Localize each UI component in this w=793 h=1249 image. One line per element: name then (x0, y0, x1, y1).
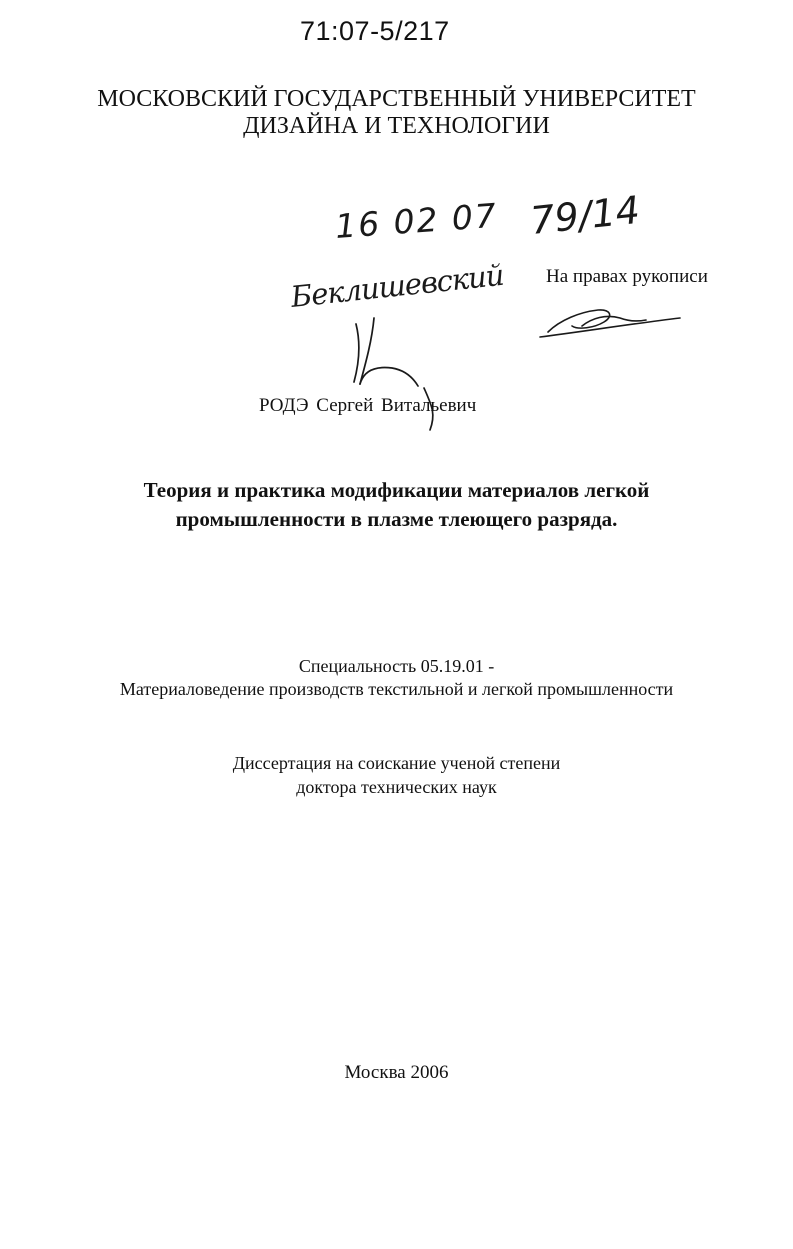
author-name: РОДЭ Сергей Витальевич (259, 395, 477, 416)
degree-line-2: доктора технических наук (296, 777, 497, 797)
dissertation-title (0, 476, 793, 534)
title-line-1: Теория и практика модификации материалов легкой (143, 478, 650, 502)
signature-rights (540, 310, 680, 337)
university-name (0, 86, 793, 140)
university-line-2: ДИЗАЙНА И ТЕХНОЛОГИИ (243, 113, 550, 139)
handwritten-number: 79/14 (528, 187, 642, 243)
degree (0, 751, 793, 799)
specialty (0, 655, 793, 701)
rights-note: На правах рукописи (546, 266, 708, 287)
handwritten-name: Беклишевский (289, 257, 505, 314)
specialty-line-1: Специальность 05.19.01 - (298, 656, 495, 676)
university-line-1: МОСКОВСКИЙ ГОСУДАРСТВЕННЫЙ УНИВЕРСИТЕТ (97, 86, 696, 112)
degree-line-1: Диссертация на соискание ученой степени (232, 753, 561, 773)
city-year: Москва 2006 (344, 1062, 449, 1083)
specialty-line-2: Материаловедение производств текстильной и легкой промышленности (119, 679, 674, 699)
handwritten-date: 16 02 07 (333, 195, 500, 246)
catalog-number: 71:07-5/217 (300, 16, 450, 46)
title-line-2: промышленности в плазме тлеющего разряда. (175, 507, 618, 531)
